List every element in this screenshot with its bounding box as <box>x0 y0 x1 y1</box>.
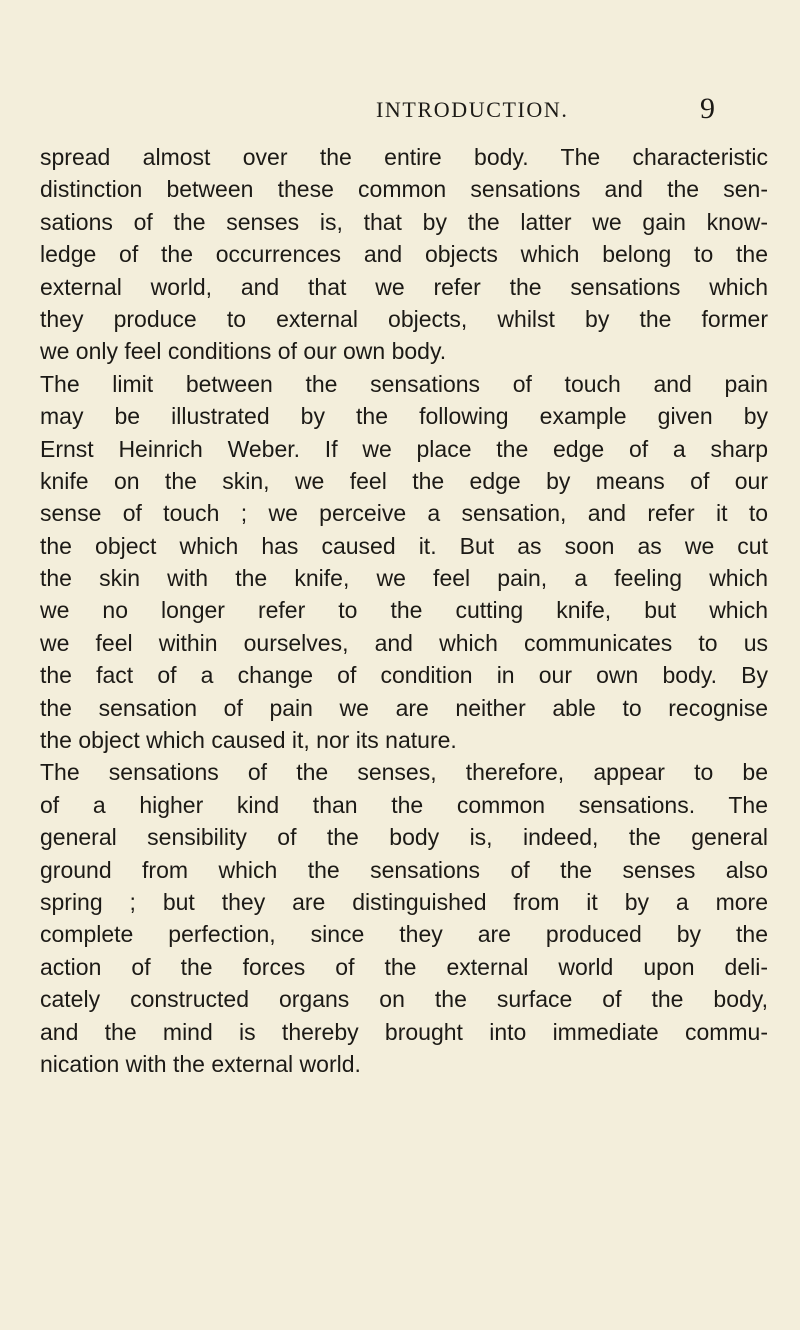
text-line: Ernst Heinrich Weber. If we place the edge of a sharp <box>40 435 768 462</box>
text-line: sations of the senses is, that by the latter we gain know- <box>40 208 768 235</box>
text-line: sense of touch ; we perceive a sensation, and refer it to <box>40 500 768 527</box>
text-line: and the mind is thereby brought into immediate commu- <box>40 1018 768 1045</box>
text-line: cately constructed organs on the surface of the body, <box>40 986 768 1013</box>
text-line: we only feel conditions of our own body. <box>40 338 447 365</box>
text-line: the object which has caused it. But as soon as we cut <box>40 532 768 559</box>
text-line: distinction between these common sensations and the sen- <box>40 176 768 203</box>
body-text <box>40 141 768 1080</box>
text-line: the object which caused it, nor its nature. <box>40 727 457 754</box>
text-line: we feel within ourselves, and which communicates to us <box>40 629 768 656</box>
text-line: the skin with the knife, we feel pain, a feeling which <box>40 565 768 592</box>
text-line: the fact of a change of condition in our own body. By <box>40 662 768 689</box>
text-line: ground from which the sensations of the senses also <box>40 856 768 883</box>
text-line: knife on the skin, we feel the edge by means of our <box>40 467 768 494</box>
paragraph-start-line: The limit between the sensations of touch and pain <box>40 370 768 397</box>
text-line: spring ; but they are distinguished from it by a more <box>40 888 768 915</box>
text-line: general sensibility of the body is, indeed, the general <box>40 824 768 851</box>
text-line: we no longer refer to the cutting knife, but which <box>40 597 768 624</box>
text-line: they produce to external objects, whilst by the former <box>40 305 768 332</box>
running-head <box>0 94 800 128</box>
text-line: complete perfection, since they are produced by the <box>40 921 768 948</box>
text-line: the sensation of pain we are neither able to recognise <box>40 694 768 721</box>
text-line: spread almost over the entire body. The characteristic <box>40 144 768 170</box>
text-line: action of the forces of the external world upon deli- <box>40 953 768 980</box>
chapter-title: INTRODUCTION. <box>376 97 569 122</box>
text-line: ledge of the occurrences and objects which belong to the <box>40 241 768 268</box>
text-line: nication with the external world. <box>40 1050 361 1077</box>
text-line: of a higher kind than the common sensations. The <box>40 791 768 818</box>
paragraph-start-line: The sensations of the senses, therefore, appear to be <box>40 759 768 786</box>
text-line: may be illustrated by the following example given by <box>40 403 768 430</box>
text-line: external world, and that we refer the sensations which <box>40 273 768 300</box>
page-number: 9 <box>700 92 715 125</box>
